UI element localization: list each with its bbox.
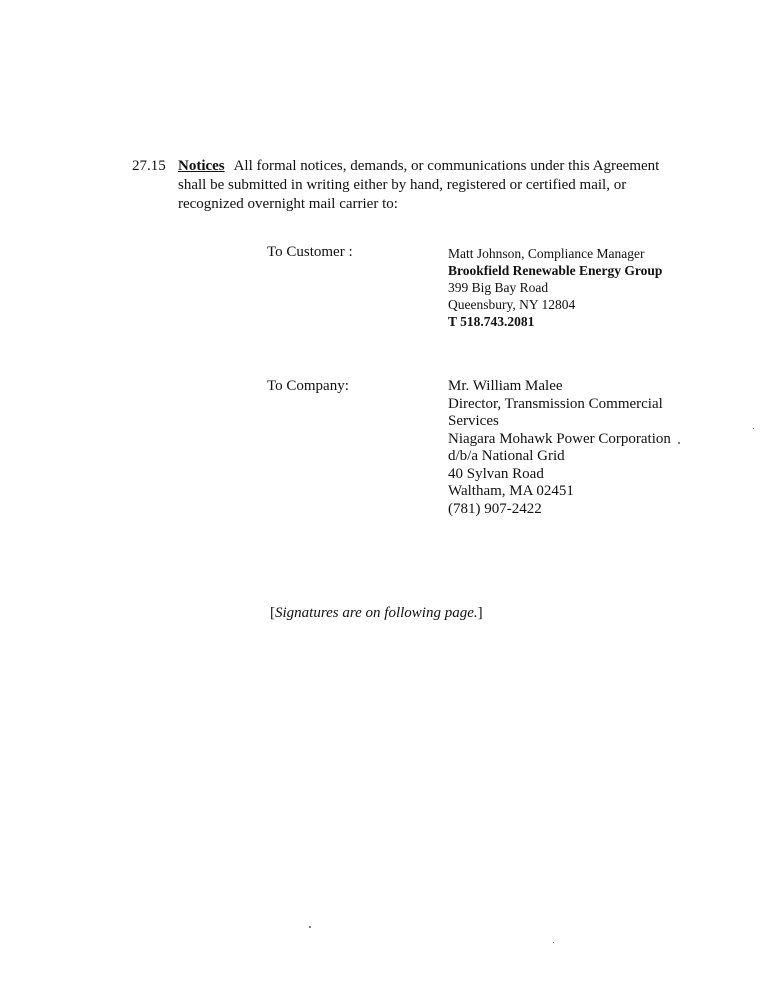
customer-city-state-zip: Queensbury, NY 12804: [448, 297, 576, 312]
company-address: [448, 378, 688, 518]
customer-contact-name: Matt Johnson, Compliance Manager: [448, 246, 645, 261]
signatures-note: [270, 604, 483, 623]
scan-speck: [678, 442, 680, 444]
signatures-text: Signatures are on following page.: [275, 605, 478, 621]
customer-label: To Customer :: [267, 244, 353, 260]
notices-section: [178, 157, 678, 214]
section-heading: Notices: [178, 158, 225, 174]
company-street: 40 Sylvan Road: [448, 465, 544, 482]
company-organization: Niagara Mohawk Power Corporation: [448, 430, 671, 447]
signatures-open-bracket: [: [270, 605, 275, 621]
customer-organization: Brookfield Renewable Energy Group: [448, 263, 663, 278]
customer-address: [448, 245, 748, 330]
section-number: 27.15: [132, 158, 166, 174]
company-contact-title: Director, Transmission Commercial Services: [448, 395, 663, 429]
scan-speck: [753, 428, 754, 429]
company-city-state-zip: Waltham, MA 02451: [448, 483, 574, 499]
signatures-close-bracket: ]: [477, 605, 483, 621]
company-contact-name: Mr. William Malee: [448, 378, 563, 394]
company-telephone: (781) 907-2422: [448, 500, 542, 517]
customer-street: 399 Big Bay Road: [448, 280, 549, 295]
customer-telephone: T 518.743.2081: [448, 314, 535, 329]
section-text: All formal notices, demands, or communications under this Agreement shall be submitted in writing either by hand, registered or certified mail, or recognized overnight mail carrier to:: [178, 158, 660, 212]
scan-speck: [309, 926, 311, 928]
company-label: To Company:: [267, 378, 349, 394]
scan-speck: [553, 942, 554, 943]
company-dba: d/b/a National Grid: [448, 448, 565, 464]
